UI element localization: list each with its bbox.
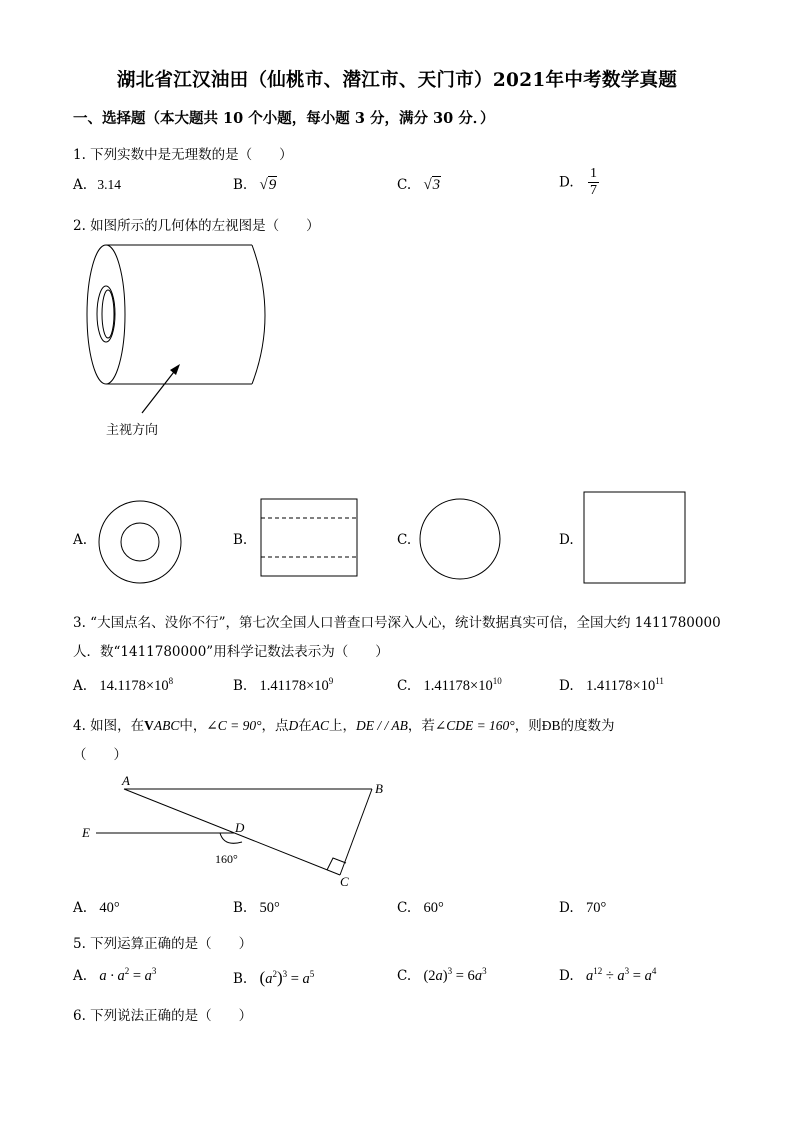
- q3-option-d[interactable]: D. $1.41178\times 10^{11}$: [559, 676, 664, 694]
- q2-option-d-label[interactable]: D.: [559, 532, 574, 548]
- point-b-label: B: [375, 781, 383, 796]
- sqrt-9: √9: [259, 177, 277, 193]
- q2-option-d-figure: [583, 491, 687, 585]
- question-6-stem: 6. 下列说法正确的是（ ）: [73, 1008, 253, 1024]
- q2-option-b-figure: [260, 498, 360, 578]
- section-heading: 一、选择题（本大题共 10 个小题，每小题 3 分，满分 30 分．）: [73, 110, 495, 127]
- q5-option-c[interactable]: C. $(2a)^3 = 6a^3$: [397, 966, 487, 984]
- question-4-stem-line2: （ ）: [73, 747, 127, 763]
- q3-option-c[interactable]: C. $1.41178\times 10^{10}$: [397, 676, 502, 694]
- sqrt-3: √3: [423, 177, 441, 193]
- point-d-label: D: [235, 820, 245, 835]
- view-direction-label: 主视方向: [106, 422, 159, 437]
- point-e-label: E: [82, 825, 90, 840]
- expr-d: $a^{12} \div a^3 = a^4$: [585, 966, 657, 984]
- expr-b: $(a^2)^3 = a^5$: [259, 968, 315, 987]
- angle-160-label: 160°: [215, 852, 238, 866]
- q2-option-a-figure: [96, 497, 186, 587]
- q3-option-a[interactable]: A. $14.1178\times 10^8$: [73, 676, 174, 694]
- page-title: 湖北省江汉油田（仙桃市、潜江市、天门市）2021年中考数学真题: [116, 70, 678, 91]
- q2-option-c-label[interactable]: C.: [397, 532, 412, 548]
- expr-c: $(2a)^3 = 6a^3$: [423, 966, 487, 984]
- q4-option-d[interactable]: D. 70°: [559, 900, 607, 916]
- cylinder-figure: [80, 238, 280, 448]
- point-a-label: A: [122, 773, 130, 788]
- question-1-stem: 1. 下列实数中是无理数的是（ ）: [73, 147, 293, 163]
- q4-option-c[interactable]: C. 60°: [397, 900, 444, 916]
- q4-option-b[interactable]: B. 50°: [233, 900, 280, 916]
- question-5-stem: 5. 下列运算正确的是（ ）: [73, 936, 253, 952]
- question-3-stem-line1: 3. “大国点名、没你不行”，第七次全国人口普查口号深入人心，统计数据真实可信，全国大约 1411780000: [73, 615, 721, 631]
- fraction-one-seventh: $\frac{1}{7}$: [589, 166, 597, 198]
- q5-option-b[interactable]: B. $(a^2)^3 = a^5$: [233, 968, 315, 987]
- triangle-figure: [78, 772, 398, 892]
- question-4-stem-line1: 4. 如图，在VABC中，∠C = 90°，点D在AC上，DE / / AB，若∠CDE = 160°，则ÐB的度数为: [73, 718, 615, 734]
- q5-option-a[interactable]: A. $a \cdot a^2 = a^3$: [73, 966, 157, 984]
- question-2-stem: 2. 如图所示的几何体的左视图是（ ）: [73, 218, 320, 234]
- question-3-stem-line2: 人．数“1411780000”用科学记数法表示为（ ）: [73, 644, 389, 660]
- q1-option-d[interactable]: D. $\frac{1}{7}$: [559, 166, 597, 198]
- expr-a: $a \cdot a^2 = a^3$: [99, 966, 157, 984]
- q2-option-b-label[interactable]: B.: [233, 532, 248, 548]
- q1-option-a[interactable]: A. 3.14: [73, 177, 121, 193]
- q1-option-b[interactable]: B. √9: [233, 177, 277, 193]
- q1-option-c[interactable]: C. √3: [397, 177, 441, 193]
- q5-option-d[interactable]: D. $a^{12} \div a^3 = a^4$: [559, 966, 657, 984]
- q2-option-a-label[interactable]: A.: [73, 532, 88, 548]
- q2-option-c-figure: [418, 497, 504, 583]
- point-c-label: C: [340, 874, 349, 889]
- q3-option-b[interactable]: B. $1.41178\times 10^9$: [233, 676, 334, 694]
- q4-option-a[interactable]: A. 40°: [73, 900, 120, 916]
